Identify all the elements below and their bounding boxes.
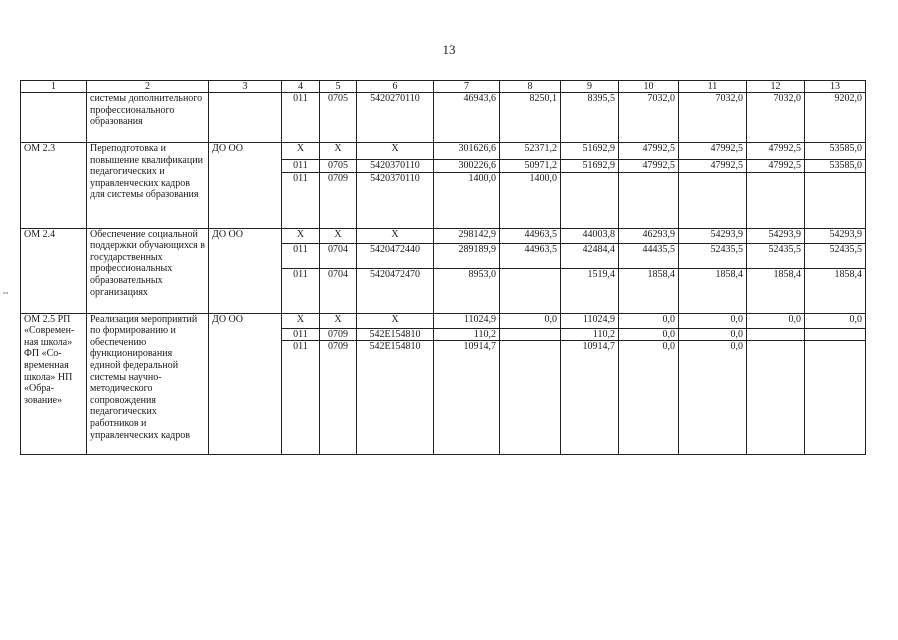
header-cell: 11 (679, 81, 747, 93)
header-cell: 5 (320, 81, 357, 93)
section-code-cell: 0705 (320, 160, 357, 173)
header-cell: 8 (500, 81, 561, 93)
header-cell: 9 (561, 81, 619, 93)
target-article-cell: 5420270110 (357, 93, 434, 143)
amount-cell: 47992,5 (747, 143, 805, 160)
amount-cell: 8395,5 (561, 93, 619, 143)
section-code-cell: 0709 (320, 172, 357, 228)
target-article-cell: 5420370110 (357, 172, 434, 228)
measure-name-cell: Обеспечение социальной поддержки обучающихся в государственных профессиональных образовательных организациях (87, 228, 209, 313)
section-code-cell: 0704 (320, 243, 357, 268)
amount-cell (679, 172, 747, 228)
admin-code-cell: 011 (282, 341, 320, 455)
header-cell: 10 (619, 81, 679, 93)
admin-code-cell: 011 (282, 172, 320, 228)
amount-cell: 0,0 (679, 341, 747, 455)
amount-cell: 1858,4 (805, 268, 866, 313)
amount-cell: 51692,9 (561, 160, 619, 173)
header-cell: 1 (21, 81, 87, 93)
page-number: 13 (442, 42, 456, 57)
amount-cell: 300226,6 (434, 160, 500, 173)
amount-cell: 1858,4 (679, 268, 747, 313)
measure-name-cell: Переподготовка и повышение квалификации педагогических и управленческих кадров для системы образования (87, 143, 209, 229)
amount-cell: 47992,5 (679, 160, 747, 173)
amount-cell (500, 341, 561, 455)
admin-code-cell: X (282, 228, 320, 243)
amount-cell: 52435,5 (805, 243, 866, 268)
admin-code-cell: X (282, 313, 320, 328)
amount-cell: 46943,6 (434, 93, 500, 143)
admin-code-cell: X (282, 143, 320, 160)
section-code-cell: 0709 (320, 328, 357, 341)
amount-cell: 1400,0 (500, 172, 561, 228)
target-article-cell: 542E154810 (357, 328, 434, 341)
amount-cell: 54293,9 (679, 228, 747, 243)
amount-cell: 47992,5 (679, 143, 747, 160)
amount-cell (619, 172, 679, 228)
amount-cell (500, 328, 561, 341)
amount-cell (747, 172, 805, 228)
table-row (21, 143, 866, 160)
section-code-cell: X (320, 228, 357, 243)
target-article-cell: X (357, 228, 434, 243)
table-row (21, 228, 866, 243)
target-article-cell: 5420472470 (357, 268, 434, 313)
amount-cell: 44435,5 (619, 243, 679, 268)
amount-cell: 44003,8 (561, 228, 619, 243)
amount-cell (805, 328, 866, 341)
amount-cell: 47992,5 (747, 160, 805, 173)
amount-cell: 47992,5 (619, 143, 679, 160)
amount-cell: 9202,0 (805, 93, 866, 143)
amount-cell: 10914,7 (561, 341, 619, 455)
amount-cell: 0,0 (679, 313, 747, 328)
amount-cell: 0,0 (619, 328, 679, 341)
header-cell: 2 (87, 81, 209, 93)
amount-cell: 0,0 (679, 328, 747, 341)
amount-cell: 44963,5 (500, 243, 561, 268)
amount-cell: 7032,0 (679, 93, 747, 143)
measure-name-cell: системы дополнительного профессионального образования (87, 93, 209, 143)
amount-cell: 0,0 (619, 341, 679, 455)
target-article-cell: 5420370110 (357, 160, 434, 173)
section-code-cell: X (320, 313, 357, 328)
amount-cell: 7032,0 (619, 93, 679, 143)
header-cell: 3 (209, 81, 282, 93)
amount-cell: 52435,5 (679, 243, 747, 268)
program-code-cell: ОМ 2.5 РП «Современ-ная школа» ФП «Со-временная школа» НП «Обра-зование» (21, 313, 87, 455)
amount-cell: 110,2 (561, 328, 619, 341)
budget-table (20, 80, 866, 455)
amount-cell (805, 172, 866, 228)
amount-cell: 10914,7 (434, 341, 500, 455)
amount-cell: 8953,0 (434, 268, 500, 313)
executor-cell: ДО ОО (209, 228, 282, 313)
margin-scan-mark: • • (3, 289, 8, 298)
section-code-cell: 0705 (320, 93, 357, 143)
amount-cell (561, 172, 619, 228)
amount-cell (747, 328, 805, 341)
amount-cell: 289189,9 (434, 243, 500, 268)
amount-cell: 54293,9 (747, 228, 805, 243)
header-cell: 6 (357, 81, 434, 93)
program-code-cell: ОМ 2.3 (21, 143, 87, 229)
amount-cell: 53585,0 (805, 160, 866, 173)
amount-cell: 53585,0 (805, 143, 866, 160)
admin-code-cell: 011 (282, 93, 320, 143)
measure-name-cell: Реализация мероприятий по формированию и обеспечению функционирования единой федеральной системы научно-методического сопровождения педагогических работников и управленческих кадров (87, 313, 209, 455)
admin-code-cell: 011 (282, 160, 320, 173)
admin-code-cell: 011 (282, 328, 320, 341)
amount-cell: 51692,9 (561, 143, 619, 160)
amount-cell: 47992,5 (619, 160, 679, 173)
header-cell: 13 (805, 81, 866, 93)
program-code-cell: ОМ 2.4 (21, 228, 87, 313)
amount-cell: 0,0 (747, 313, 805, 328)
header-row (21, 81, 866, 93)
amount-cell (805, 341, 866, 455)
amount-cell: 8250,1 (500, 93, 561, 143)
amount-cell: 110,2 (434, 328, 500, 341)
target-article-cell: X (357, 313, 434, 328)
admin-code-cell: 011 (282, 268, 320, 313)
amount-cell: 11024,9 (434, 313, 500, 328)
amount-cell: 42484,4 (561, 243, 619, 268)
target-article-cell: 5420472440 (357, 243, 434, 268)
amount-cell: 52371,2 (500, 143, 561, 160)
section-code-cell: X (320, 143, 357, 160)
executor-cell: ДО ОО (209, 313, 282, 455)
amount-cell: 1519,4 (561, 268, 619, 313)
amount-cell: 301626,6 (434, 143, 500, 160)
amount-cell (500, 268, 561, 313)
header-cell: 4 (282, 81, 320, 93)
amount-cell: 52435,5 (747, 243, 805, 268)
amount-cell: 46293,9 (619, 228, 679, 243)
amount-cell: 1858,4 (747, 268, 805, 313)
target-article-cell: 542E154810 (357, 341, 434, 455)
target-article-cell: X (357, 143, 434, 160)
section-code-cell: 0709 (320, 341, 357, 455)
header-cell: 7 (434, 81, 500, 93)
amount-cell: 0,0 (805, 313, 866, 328)
amount-cell: 50971,2 (500, 160, 561, 173)
table-row (21, 93, 866, 143)
section-code-cell: 0704 (320, 268, 357, 313)
program-code-cell (21, 93, 87, 143)
amount-cell: 1858,4 (619, 268, 679, 313)
amount-cell: 1400,0 (434, 172, 500, 228)
amount-cell: 0,0 (500, 313, 561, 328)
amount-cell (747, 341, 805, 455)
amount-cell: 7032,0 (747, 93, 805, 143)
amount-cell: 0,0 (619, 313, 679, 328)
executor-cell (209, 93, 282, 143)
amount-cell: 11024,9 (561, 313, 619, 328)
table-row (21, 313, 866, 328)
admin-code-cell: 011 (282, 243, 320, 268)
header-cell: 12 (747, 81, 805, 93)
amount-cell: 44963,5 (500, 228, 561, 243)
executor-cell: ДО ОО (209, 143, 282, 229)
amount-cell: 298142,9 (434, 228, 500, 243)
amount-cell: 54293,9 (805, 228, 866, 243)
